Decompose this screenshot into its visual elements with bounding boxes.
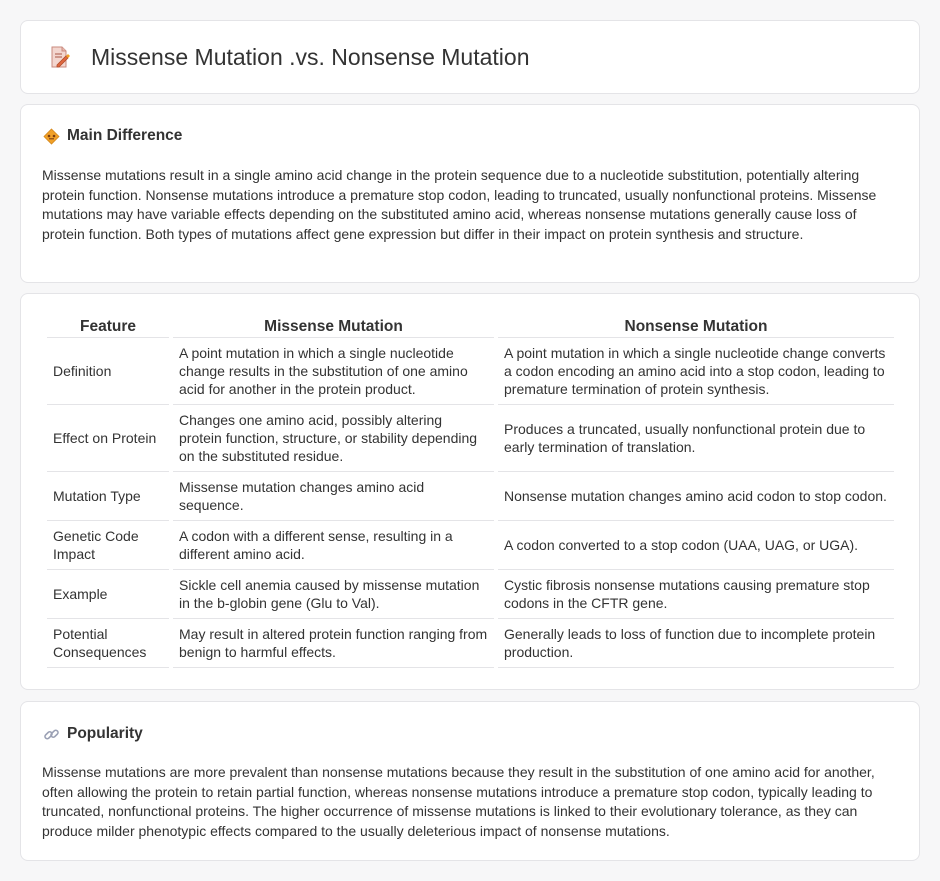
popularity-heading: Popularity — [67, 725, 143, 742]
nonsense-cell: Cystic fibrosis nonsense mutations causing premature stop codons in the CFTR gene. — [498, 570, 894, 619]
popularity-text: Missense mutations are more prevalent than nonsense mutations because they result in the substitution of one amino acid for another, often allowing the protein to retain partial function, whereas nonsense mutations introduce a premature stop codon, typically leading to truncated, nonfunctional proteins. The higher occurrence of missense mutations is linked to their evolutionary tolerance, as they can produce milder phenotypic effects compared to the usually deleterious impact of nonsense mutations. — [42, 764, 875, 839]
feature-cell: Potential Consequences — [47, 619, 169, 668]
missense-cell: A codon with a different sense, resulting in a different amino acid. — [173, 521, 494, 570]
document-pencil-icon — [47, 45, 71, 69]
table-row — [47, 570, 894, 619]
header-missense: Missense Mutation — [173, 316, 494, 338]
missense-cell: May result in altered protein function ranging from benign to harmful effects. — [173, 619, 494, 668]
table-row — [47, 521, 894, 570]
diamond-icon — [43, 128, 60, 145]
table-row — [47, 472, 894, 521]
feature-cell: Definition — [47, 338, 169, 405]
missense-cell: Missense mutation changes amino acid sequence. — [173, 472, 494, 521]
table-row — [47, 338, 894, 405]
main-difference-heading: Main Difference — [67, 127, 183, 144]
comparison-card — [20, 293, 920, 690]
header-feature: Feature — [47, 316, 169, 338]
main-difference-heading-row — [43, 127, 182, 145]
missense-cell: Sickle cell anemia caused by missense mutation in the b-globin gene (Glu to Val). — [173, 570, 494, 619]
nonsense-cell: A point mutation in which a single nucleotide change converts a codon encoding an amino acid into a stop codon, leading to premature termination of protein synthesis. — [498, 338, 894, 405]
nonsense-cell: Generally leads to loss of function due to incomplete protein production. — [498, 619, 894, 668]
header-nonsense: Nonsense Mutation — [498, 316, 894, 338]
nonsense-cell: Produces a truncated, usually nonfunctional protein due to early termination of translation. — [498, 405, 894, 472]
popularity-heading-row — [43, 725, 143, 743]
link-icon — [43, 726, 60, 743]
feature-cell: Example — [47, 570, 169, 619]
comparison-table — [43, 316, 898, 668]
feature-cell: Effect on Protein — [47, 405, 169, 472]
missense-cell: Changes one amino acid, possibly altering protein function, structure, or stability depending on the substituted residue. — [173, 405, 494, 472]
feature-cell: Mutation Type — [47, 472, 169, 521]
feature-cell: Genetic Code Impact — [47, 521, 169, 570]
main-difference-text: Missense mutations result in a single amino acid change in the protein sequence due to a nucleotide substitution, potentially altering protein function. Nonsense mutations introduce a premature stop codon, leading to truncated, usually nonfunctional proteins. Missense mutations may have variable effects depending on the substituted amino acid, whereas nonsense mutations generally cause loss of protein function. Both types of mutations affect gene expression but differ in their impact on protein synthesis and structure. — [42, 167, 877, 242]
title-card — [20, 20, 920, 94]
nonsense-cell: Nonsense mutation changes amino acid codon to stop codon. — [498, 472, 894, 521]
table-header-row — [47, 316, 894, 338]
missense-cell: A point mutation in which a single nucleotide change results in the substitution of one amino acid for another in the protein product. — [173, 338, 494, 405]
table-row — [47, 405, 894, 472]
nonsense-cell: A codon converted to a stop codon (UAA, UAG, or UGA). — [498, 521, 894, 570]
popularity-card — [20, 701, 920, 861]
page-title: Missense Mutation .vs. Nonsense Mutation — [91, 43, 530, 70]
table-row — [47, 619, 894, 668]
main-difference-card — [20, 104, 920, 283]
